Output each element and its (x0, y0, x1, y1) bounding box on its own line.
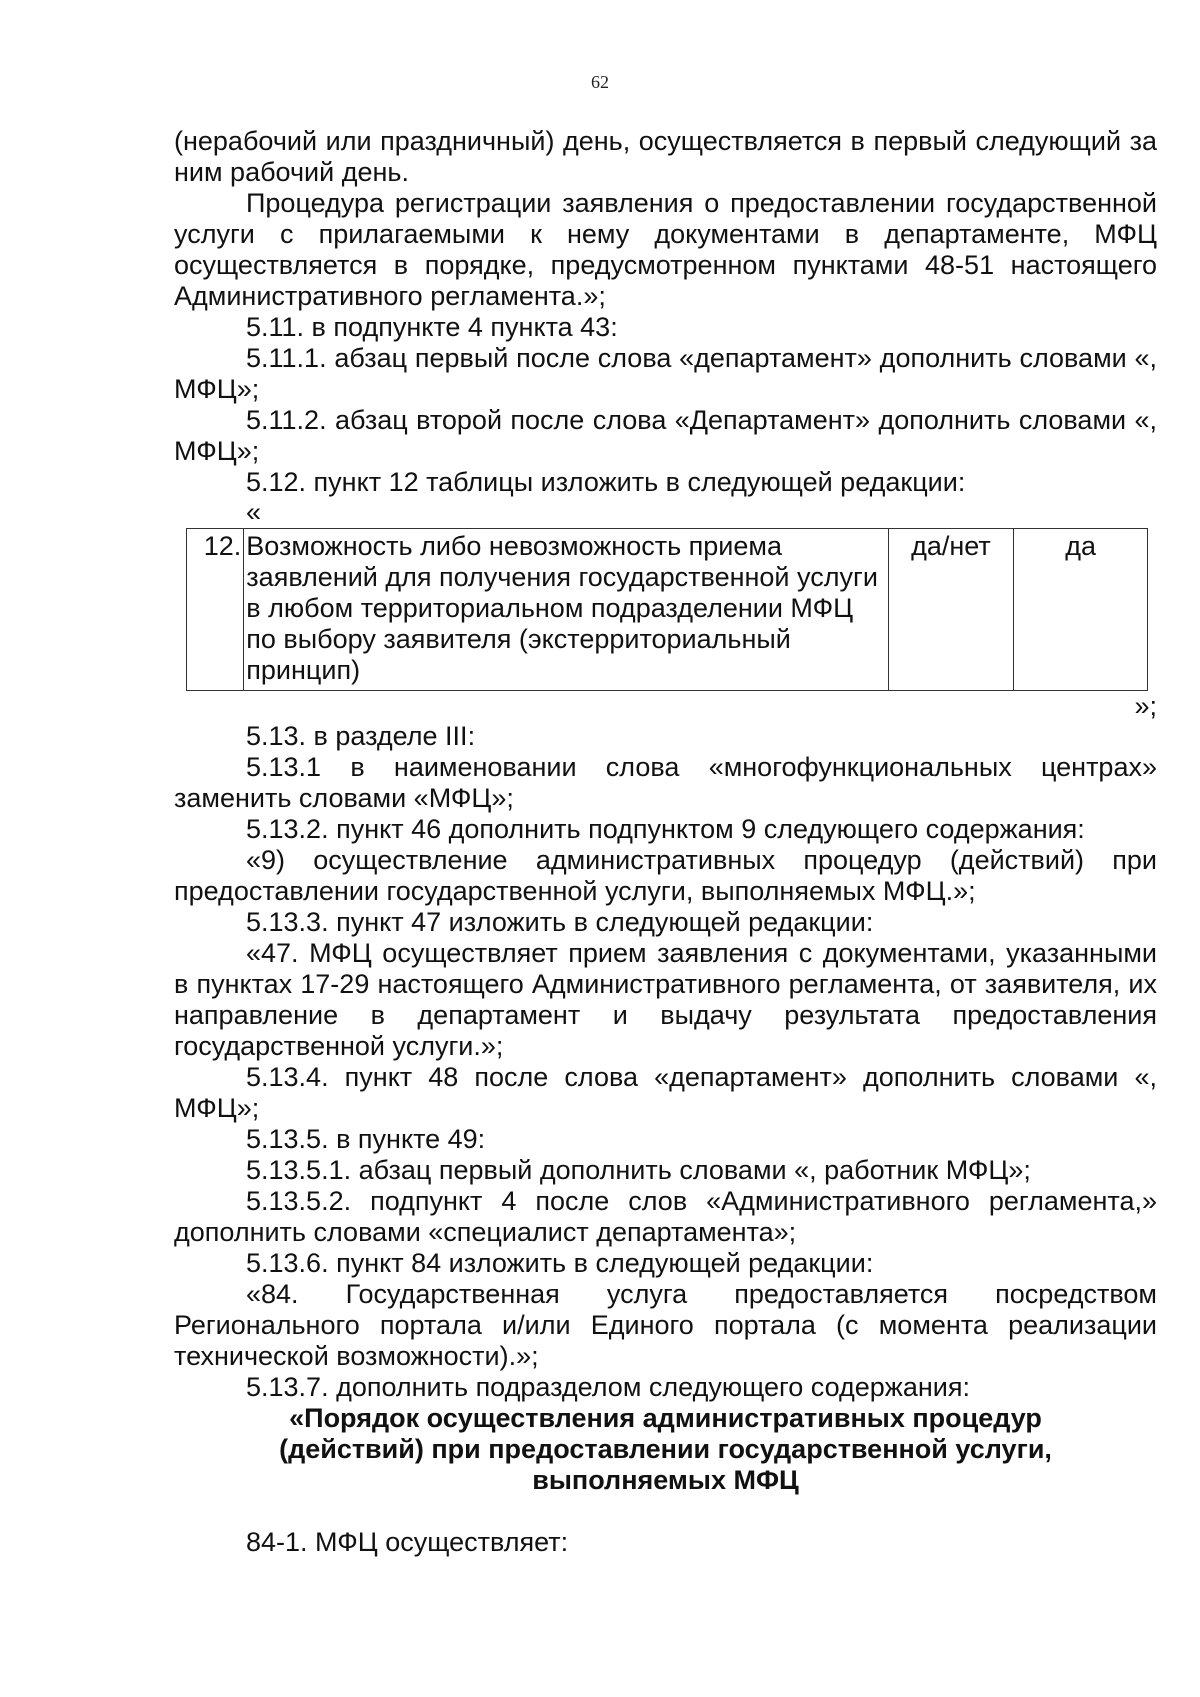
paragraph: 5.11.2. абзац второй после слова «Департамент» дополнить словами «, МФЦ»; (174, 405, 1157, 466)
paragraph: (нерабочий или праздничный) день, осуществляется в первый следующий за ним рабочий день. (174, 126, 1157, 187)
final-paragraph: 84-1. МФЦ осуществляет: (246, 1527, 569, 1557)
heading-quote: « (289, 1403, 305, 1433)
paragraph: «47. МФЦ осуществляет прием заявления с документами, указанными в пунктах 17-29 настоящего Административного регламента, от заявителя, их направление в департамент и выдачу результата предоставления государственной услуги.»; (174, 938, 1157, 1061)
paragraph: 5.13.5.2. подпункт 4 после слов «Административного регламента,» дополнить словами «специалист департамента»; (174, 1186, 1157, 1247)
amendment-table (186, 528, 1148, 691)
paragraph: 5.12. пункт 12 таблицы изложить в следующей редакции: (246, 467, 966, 497)
heading-text: Порядок осуществления административных процедур (действий) при предоставлении государственной услуги, выполняемых МФЦ (279, 1403, 1052, 1495)
paragraph: 5.11. в подпункте 4 пункта 43: (246, 312, 618, 342)
table-quote-close: »; (1134, 691, 1157, 721)
paragraph: «9) осуществление административных процедур (действий) при предоставлении государственной услуги, выполняемых МФЦ.»; (174, 845, 1157, 906)
table-cell-type: да/нет (888, 529, 1014, 691)
paragraphs-bottom (174, 721, 1157, 1403)
paragraphs-top (174, 126, 1157, 498)
paragraph: 5.11.1. абзац первый после слова «департамент» дополнить словами «, МФЦ»; (174, 343, 1157, 404)
table-cell-value: да (1014, 529, 1148, 691)
paragraph: 5.13.2. пункт 46 дополнить подпунктом 9 следующего содержания: (246, 814, 1085, 844)
paragraph: 5.13.6. пункт 84 изложить в следующей редакции: (246, 1248, 874, 1278)
paragraph: 5.13.4. пункт 48 после слова «департамент» дополнить словами «, МФЦ»; (174, 1062, 1157, 1123)
spacer (174, 1496, 1157, 1527)
table-cell-description: Возможность либо невозможность приема заявлений для получения государственной услуги в любом территориальном подразделении МФЦ по выбору заявителя (экстерриториальный принцип) (244, 529, 888, 691)
document-body (174, 126, 1157, 1558)
table-cell-number: 12. (187, 529, 244, 691)
paragraph: «84. Государственная услуга предоставляется посредством Регионального портала и/или Единого портала (с момента реализации технической возможности).»; (174, 1279, 1157, 1371)
paragraph: 5.13. в разделе III: (246, 721, 476, 751)
section-heading (174, 1403, 1157, 1496)
paragraph: 5.13.1 в наименовании слова «многофункциональных центрах» заменить словами «МФЦ»; (174, 752, 1157, 813)
page-number: 62 (591, 72, 609, 92)
paragraph: 5.13.7. дополнить подразделом следующего содержания: (246, 1372, 970, 1402)
paragraph: 5.13.3. пункт 47 изложить в следующей редакции: (246, 907, 874, 937)
paragraph: 5.13.5.1. абзац первый дополнить словами «, работник МФЦ»; (246, 1155, 1031, 1185)
paragraph: 5.13.5. в пункте 49: (246, 1124, 486, 1154)
paragraph: Процедура регистрации заявления о предоставлении государственной услуги с прилагаемыми к нему документами в департаменте, МФЦ осуществляется в порядке, предусмотренном пунктами 48-51 настоящего Административного регламента.»; (174, 188, 1157, 311)
table-quote-open: « (246, 497, 262, 527)
table-row (187, 529, 1148, 691)
